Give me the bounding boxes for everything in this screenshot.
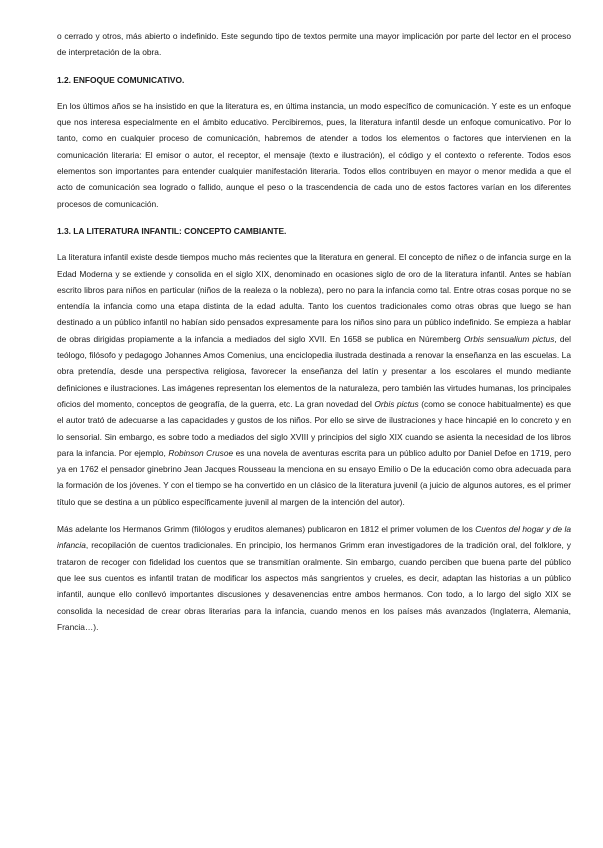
book-title-cuentos-hogar: Cuentos del hogar y de la infancia	[57, 524, 571, 551]
document-page	[57, 28, 571, 635]
literatura-infantil-paragraph-2	[57, 521, 571, 635]
book-title-robinson-crusoe: Robinson Crusoe	[168, 447, 234, 458]
text-run: , recopilación de cuentos tradicionales. En principio, los hermanos Grimm eran investigadores de la tradición oral, del folklore, y trataron de recoger con fidelidad los cuentos que se transmitían oralmente. Sin embargo, cuando perciben que buena parte del público que lee sus cuentos es infantil tratan de modificar los aspectos más sangrientos y crueles, es decir, adaptan las historias a un público infantil, aunque ello conllevó importantes discusiones y desavenencias entre ambos hermanos. Con todo, a lo largo del siglo XIX se consolida la necesidad de crear obras literarias para la infancia, cuando menos en los países más avanzados (Inglaterra, Alemania, Francia…).	[57, 540, 571, 632]
text-run: , del teólogo, filósofo y pedagogo Johannes Amos Comenius, una enciclopedia ilustrada destinada a renovar la enseñanza en las escuelas. La obra pretendía, desde una perspectiva religiosa, favorecer la enseñanza del latín y presentar a los escolares el mundo mediante definiciones e ilustraciones. Las imágenes representan los elementos de la naturaleza, pero también las virtudes humanas, los principales oficios del momento, conceptos de geografía, de la guerra, etc. La gran novedad del	[57, 333, 571, 409]
text-run: es una novela de aventuras escrita para un público adulto por Daniel Defoe en 1719, pero ya en 1762 el pensador ginebrino Jean Jacques Rousseau la menciona en su ensayo Emilio o De la educación como obra adecuada para la formación de los jóvenes. Y con el tiempo se ha convertido en un clásico de la literatura juvenil (a juicio de algunos autores, es el primer título que se destina a un público específicamente juvenil al margen de la intención del autor).	[57, 447, 571, 507]
book-title-orbis-pictus: Orbis pictus	[374, 398, 419, 409]
book-title-orbis-sensualium: Orbis sensualium pictus	[463, 333, 555, 344]
text-run: (como se conoce habitualmente) es que el autor trató de adecuarse a las capacidades y gustos de los niños. Por ello se sirve de ilustraciones y hace hincapié en lo concreto y en lo sensorial. Sin embargo, es sobre todo a mediados del siglo XVIII y principios del siglo XIX cuando se asienta la necesidad de los libros para la infancia. Por ejemplo,	[57, 398, 571, 458]
text-run: Más adelante los Hermanos Grimm (filólogos y eruditos alemanes) publicaron en 1812 el primer volumen de los	[57, 524, 476, 535]
text-run: La literatura infantil existe desde tiempos mucho más recientes que la literatura en general. El concepto de niñez o de infancia surge en la Edad Moderna y se extiende y consolida en el siglo XIX, denominado en ocasiones siglo de oro de la literatura infantil. Antes se habían escrito libros para niños en particular (niños de la realeza o la nobleza), pero no para la infancia como tal. Entre otras cosas porque no se entendía la infancia como una etapa distinta de la edad adulta. Tanto los cuentos tradicionales como otras obras que luego se han destinado a un público infantil no habían sido pensados expresamente para los niños sino para un público indefinido. Se empieza a hablar de obras dirigidas propiamente a la infancia a mediados del siglo XVII. En 1658 se publica en Núremberg	[57, 252, 571, 344]
section-heading-literatura-infantil: 1.3. LA LITERATURA INFANTIL: CONCEPTO CAMBIANTE.	[57, 225, 287, 236]
literatura-infantil-paragraph-1	[57, 249, 571, 510]
section-heading-enfoque-comunicativo: 1.2. ENFOQUE COMUNICATIVO.	[57, 74, 185, 85]
enfoque-comunicativo-paragraph: En los últimos años se ha insistido en que la literatura es, en última instancia, un modo específico de comunicación. Y este es un enfoque que nos interesa especialmente en el ámbito educativo. Percibiremos, pues, la literatura infantil desde un enfoque comunicativo. Por lo tanto, como en cualquier proceso de comunicación, habremos de atender a todos los elementos o factores que intervienen en la comunicación literaria: El emisor o autor, el receptor, el mensaje (texto e ilustración), el código y el contexto o referente. Todos esos elementos son importantes para entender cualquier manifestación literaria. Todos ellos contribuyen en mayor o menor medida a que el acto de comunicación sea logrado o fallido, aunque el peso o la trascendencia de cada uno de estos factores varían en los diferentes procesos de comunicación.	[57, 100, 571, 209]
intro-paragraph: o cerrado y otros, más abierto o indefinido. Este segundo tipo de textos permite una mayor implicación por parte del lector en el proceso de interpretación de la obra.	[57, 31, 571, 58]
